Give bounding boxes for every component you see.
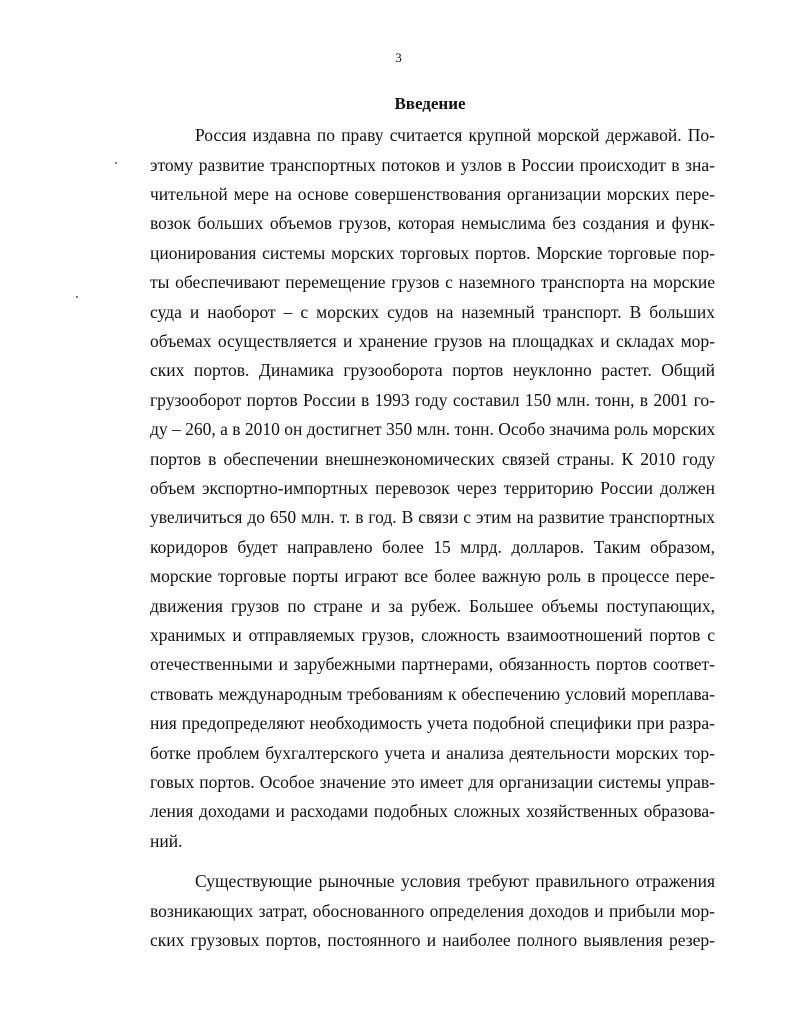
paragraph-1-line: ботке проблем бухгалтерского учета и анализа деятельности морских тор- — [150, 743, 715, 763]
paragraph-2-line: ских грузовых портов, постоянного и наиболее полного выявления резер- — [150, 930, 715, 950]
paragraph-1-line: суда и наоборот – с морских судов на наземный транспорт. В больших — [150, 302, 715, 322]
paragraph-1-line: ду – 260, а в 2010 он достигнет 350 млн. тонн. Особо значима роль морских — [150, 419, 716, 439]
paragraph-1-line: коридоров будет направлено более 15 млрд. долларов. Таким образом, — [150, 537, 715, 557]
page-number: 3 — [395, 50, 402, 65]
paragraph-1-line: объемах осуществляется и хранение грузов на площадках и складах мор- — [150, 331, 715, 351]
paragraph-1-line: ты обеспечивают перемещение грузов с наземного транспорта на морские — [150, 272, 715, 292]
paragraph-1-line: грузооборот портов России в 1993 году составил 150 млн. тонн, в 2001 го- — [150, 390, 715, 410]
paragraph-1-line: говых портов. Особое значение это имеет для организации системы управ- — [150, 772, 715, 792]
paragraph-1-line: морские торговые порты играют все более важную роль в процессе пере- — [150, 566, 715, 586]
paragraph-1-line: ских портов. Динамика грузооборота портов неуклонно растет. Общий — [150, 360, 715, 380]
scan-speck — [76, 296, 78, 298]
paragraph-1-line: увеличиться до 650 млн. т. в год. В связи с этим на развитие транспортных — [150, 507, 715, 527]
paragraph-1-line: портов в обеспечении внешнеэкономических связей страны. К 2010 году — [150, 449, 715, 469]
paragraph-1-line: Россия издавна по праву считается крупной морской державой. По- — [195, 125, 715, 145]
paragraph-1-line: возок больших объемов грузов, которая немыслима без создания и функ- — [150, 213, 715, 233]
paragraph-1-line: ционирования системы морских торговых портов. Морские торговые пор- — [150, 243, 715, 263]
paragraph-1-line: объем экспортно-импортных перевозок через территорию России должен — [150, 478, 715, 498]
paragraph-1-line: ления доходами и расходами подобных сложных хозяйственных образова- — [150, 801, 715, 821]
paragraph-1-line: движения грузов по стране и за рубеж. Большее объемы поступающих, — [150, 596, 715, 616]
paragraph-1-line: чительной мере на основе совершенствования организации морских пере- — [150, 184, 715, 204]
page-heading: Введение — [394, 94, 466, 113]
paragraph-1-line: ния предопределяют необходимость учета подобной специфики при разра- — [150, 713, 715, 733]
paragraph-1-line: ний. — [150, 831, 183, 851]
paragraph-1-line: отечественными и зарубежными партнерами, обязанность портов соответ- — [150, 654, 715, 674]
paragraph-1-line: этому развитие транспортных потоков и узлов в России происходит в зна- — [150, 155, 715, 175]
paragraph-1-line: ствовать международным требованиям к обеспечению условий мореплава- — [150, 684, 715, 704]
paragraph-2-line: Существующие рыночные условия требуют правильного отражения — [195, 871, 715, 891]
paragraph-2-line: возникающих затрат, обоснованного определения доходов и прибыли мор- — [150, 901, 715, 921]
scan-speck — [115, 162, 117, 164]
paragraph-1-line: хранимых и отправляемых грузов, сложность взаимоотношений портов с — [150, 625, 715, 645]
